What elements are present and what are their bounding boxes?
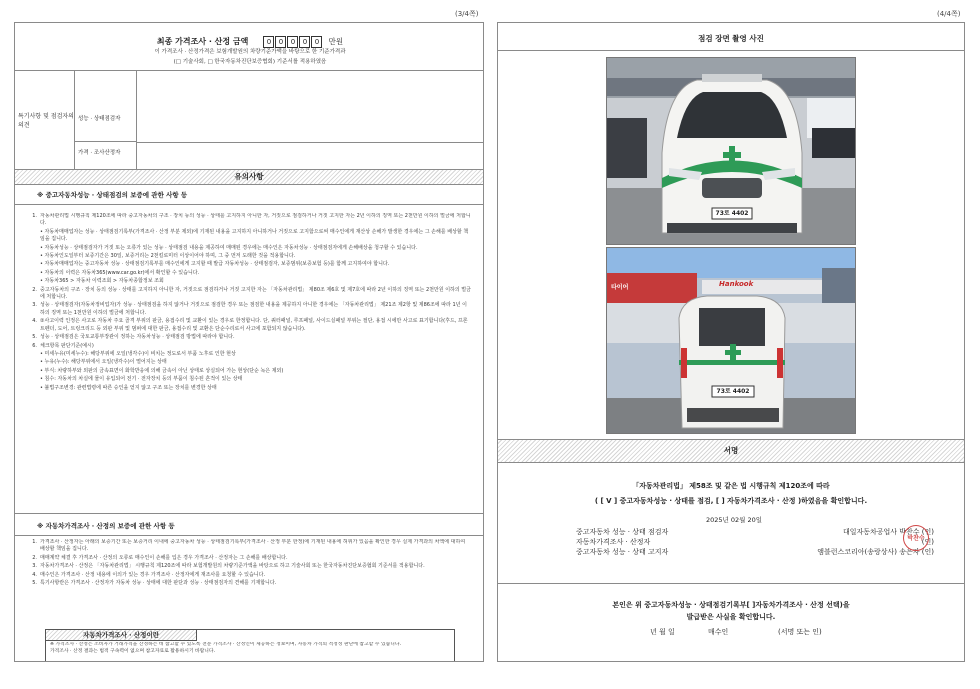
front-plate: 73로 4402 (715, 210, 749, 217)
appraisal-definition-text-1: ※ 가격조사 · 산정은 소비자가 거래가격을 산정하는 데 참고할 수 있도록 전문 가격조사 · 산정인이 제공하는 정보이며, 자동차 가격의 적정성 판단에 참고할 수 있습니다. (50, 642, 402, 647)
caution-item-text: • 부식: 차량하부와 외판의 금속표면이 화학반응에 의해 금속이 아닌 상태로 상실되어 가는 현상(단순 녹은 제외) (40, 367, 284, 374)
hankook-sign: Hankook (719, 280, 754, 288)
caution-list-2 (23, 539, 471, 631)
caution-item-number (23, 351, 40, 358)
appraisal-definition-title: 자동차가격조사 · 산정이란 (46, 630, 197, 641)
caution-item (23, 261, 471, 268)
caution-item-text: • 자동차매매업자는 중고자동차 성능 · 상태점검기록부를 매수인에게 고지할 때 발급 자동차성능 · 상태점검자, 보증범위(보증보험 등)를 함께 고지하여야 합니다. (40, 261, 390, 268)
price-note-2: (□ 기술사회, □ 한국자동차진단보증협회) 기준서를 적용하였음 (173, 59, 327, 65)
page-number: (3/4쪽) (455, 10, 479, 18)
receipt-date: 년 월 일 (650, 628, 675, 636)
caution-item-text: 성능 · 상태점검자(자동차정비업자)가 성능 · 상태점검을 하지 않거나 거짓으로 점검한 경우 또는 점검한 내용을 제공하지 아니한 경우에는 「자동차관리법」 제21조 제2항 및 제86조에 따라 1년 이하의 징역 또는 1천만원 이하의 벌금에 처합니다. (40, 302, 467, 316)
price-digit: 0 (263, 36, 274, 48)
signer-value: (인) (921, 538, 934, 546)
caution-item-number: 4. (32, 318, 37, 325)
caution-item (23, 287, 471, 302)
caution-item-text: 체크항목 판단기준(예시) (40, 342, 94, 349)
caution-item (23, 376, 471, 383)
appraisal-definition-box (45, 629, 455, 662)
signature-header (498, 440, 964, 462)
caution-item (23, 555, 471, 562)
buyer-sign: (서명 또는 인) (778, 628, 822, 636)
caution-item (23, 351, 471, 358)
appraisal-definition-text-2: 가격조사 · 산정 결과는 법적 구속력이 없으며 참고자료로 활용하시기 바랍니다. (50, 648, 216, 654)
price-digit: 0 (275, 36, 286, 48)
confirm-line: ( [ V ] 중고자동차성능 · 상태를 점검, [ ] 자동차가격조사 · 산정 )하였음을 확인합니다. (594, 497, 868, 505)
price-note-1: 이 가격조사 · 산정가격은 보험개발원의 차량기준가액을 바탕으로 한 기준가격과 (154, 49, 346, 55)
caution-item-number: 3. (32, 563, 37, 570)
caution-item (23, 385, 471, 392)
signer-label: 중고자동차 성능 · 상태 고지자 (576, 548, 669, 556)
caution-item-number (23, 368, 40, 375)
caution-item (23, 229, 471, 244)
price-digit: 0 (299, 36, 310, 48)
caution-item-text: ②사고이력 인정은 사고로 자동차 주요 골격 부위의 판금, 용접수리 및 교환이 있는 경우로 한정합니다. 단, 쿼터패널, 루프패널, 사이드실패널 부위는 절단, 용접 시에만 사고로 표기합니다(후드, 프론트펜더, 도어, 트렁크리드 등 외판 부위 및 범퍼에 대한 판금, 용접수리 및 교환은 단순수리로서 사고에 포함되지 않습니다). (40, 318, 468, 332)
caution-item-text: 중고자동차의 구조 · 장치 등의 성능 · 상태를 고지하지 아니한 자, 거짓으로 점검하거나 거짓 고지한 자는 「자동차관리법」 제80조 제6호 및 제7호에 따라 2년 이하의 징역 또는 2천만원 이하의 벌금에 처합니다. (40, 286, 471, 301)
caution-item-text: 매수인은 가격조사 · 산정 내용에 이의가 있는 경우 가격조사 · 산정자에게 재조사를 요청할 수 있습니다. (40, 571, 266, 578)
caution-item-number (23, 261, 40, 268)
signature-title: 서명 (723, 446, 739, 455)
caution-item-number: 6. (32, 342, 37, 349)
signer-value: 앰블런스코리아(송랑상사) 송은자 (인) (817, 548, 934, 556)
caution-item-text: • 불법구조변경: 관련법령에 따른 승인을 얻지 않고 구조 또는 장치를 변경한 상태 (40, 384, 217, 391)
caution-item (23, 359, 471, 366)
caution-item-number (23, 278, 40, 285)
seal-stamp: 박찬수 (903, 525, 929, 551)
caution-item-text: • 자동차성능 · 상태점검자가 거짓 또는 오류가 있는 성능 · 상태점검 내용을 제공하여 매매된 경우에는 매수인은 자동차성능 · 상태점검자에게 손해배상을 청구할 수 있습니다. (40, 244, 418, 251)
special-notes-label: 특기사항 및 점검자의 의견 (15, 70, 75, 169)
front-view-photo (606, 57, 856, 245)
caution-item-number: 5. (32, 580, 37, 587)
price-digit: 0 (311, 36, 322, 48)
caution-item-text: 성능 · 상태점검은 국토교통부장관이 정하는 자동차성능 · 상태점검 방법에 따라야 합니다. (40, 334, 235, 341)
caution-item-text: • 누유(누수): 해당부위에서 오일(냉각수)이 떨어지는 상태 (40, 359, 167, 366)
caution-item-number: 4. (32, 571, 37, 578)
caution-item-text: 자동차가격조사 · 산정은 「자동차관리법」 시행규칙 제120조에 따라 보험개발원의 차량기준가액을 바탕으로 하고 기술사회 또는 한국자동차진단보증협회 기준서를 적용합니다. (40, 563, 425, 570)
caution-item-text: 가격조사 · 산정자는 아래의 보증기간 또는 보증거리 이내에 중고자동차 성능 · 상태점검기록부(가격조사 · 산정 부분 한정)에 기재된 내용에 허위가 있음을 확인한 경우 실제 가격과의 차액에 대하여 배상할 책임을 집니다. (40, 539, 466, 553)
caution-item-number: 2. (32, 286, 37, 293)
section1-title: ※ 중고자동차성능 · 상태점검의 보증에 관한 사항 등 (37, 191, 188, 199)
caution-item (23, 572, 471, 579)
caution-item-number: 1. (32, 213, 37, 219)
signer-label: 중고자동차 성능 · 상태 점검자 (576, 528, 669, 536)
caution-item-number: 2. (32, 554, 37, 561)
caution-item-number (23, 376, 40, 383)
caution-item (23, 302, 471, 317)
caution-item-text: • 침수: 자동차의 차실에 물이 유입되어 전기 · 전자장치 등의 부품이 침수된 흔적이 있는 상태 (40, 376, 243, 383)
caution-item-text: 자동차관리법 시행규칙 제120조에 따라 중고자동차의 구조 · 장치 등의 성능 · 상태를 고지하지 아니한 자, 거짓으로 점검하거나 거짓 고지한 자는 2년 이하의 징역 또는 2천만원 이하의 벌금에 처합니다. (40, 213, 471, 227)
section2-title: ※ 자동차가격조사 · 산정의 보증에 관한 사항 등 (37, 522, 175, 530)
caution-item-text: • 자동차의 이력은 자동차365(www.car.go.kr)에서 확인할 수 있습니다. (40, 269, 200, 276)
caution-item-text: • 자동차365 > 자동차 이력조회 > 자동차종합정보 조회 (40, 278, 164, 285)
rear-plate: 73로 4402 (716, 388, 750, 395)
inspector-row-label: 성능 · 상태점검자 (75, 70, 137, 142)
final-price-digits (263, 29, 328, 48)
buyer-label: 매수인 (708, 628, 729, 636)
signature-date: 2025년 02월 20일 (706, 516, 763, 524)
caution-item (23, 580, 471, 587)
caution-item-number (23, 253, 40, 260)
final-price-section (15, 23, 483, 71)
caution-item (23, 343, 471, 350)
price-digit: 0 (287, 36, 298, 48)
caution-item (23, 213, 471, 228)
caution-item-text: • 자동차인도일부터 보증기간은 30일, 보증거리는 2천킬로미터 이상이어야 하며, 그 중 먼저 도래한 것을 적용합니다. (40, 253, 296, 260)
law-line: 「자동차관리법」 제58조 및 같은 법 시행규칙 제120조에 따라 (632, 482, 830, 490)
caution-item-number: 5. (32, 334, 37, 341)
caution-item (23, 334, 471, 341)
signature-labels (576, 527, 668, 557)
signer-label: 자동차가격조사 · 산정자 (576, 538, 651, 546)
price-unit: 만원 (328, 37, 344, 46)
caution-item (23, 253, 471, 260)
caution-item-number (23, 385, 40, 392)
caution-item-text: • 미세누유(미세누수): 해당부위에 오일(냉각수)이 비치는 정도로서 부품 노후로 인한 현상 (40, 350, 236, 357)
caution-item-number (23, 229, 40, 244)
inspection-page-3 (14, 22, 484, 662)
caution-item-text: • 자동차매매업자는 성능 · 상태점검기록부(가격조사 · 산정 부분 제외)에 기재된 내용을 고지하지 아니하거나 거짓으로 고지함으로써 매수인에게 재산상 손해가 발생한 경우에는 그 손해를 배상할 책임을 집니다. (40, 228, 469, 243)
appraiser-row-label: 가격 · 조사산정자 (75, 142, 137, 169)
caution-title: 유의사항 (234, 172, 264, 181)
caution-item-number (23, 270, 40, 277)
receipt-line-2: 발급받은 사실을 확인합니다. (686, 613, 776, 621)
final-price-label: 최종 가격조사 · 산정 금액 (156, 37, 249, 46)
caution-item-number (23, 245, 40, 252)
caution-item (23, 278, 471, 285)
caution-item-number: 1. (32, 539, 37, 545)
caution-item (23, 270, 471, 277)
caution-item-number (23, 359, 40, 366)
page-number: (4/4쪽) (937, 10, 961, 18)
caution-item (23, 368, 471, 375)
signer-value: 대일자동차공업사 박찬수 (인) (842, 528, 934, 536)
caution-item (23, 563, 471, 570)
caution-list-1 (23, 213, 471, 513)
caution-item-number: 3. (32, 302, 37, 309)
caution-item-text: 매매계약 체결 후 가격조사 · 산정의 오류로 매수인이 손해를 입은 경우 가격조사 · 산정자는 그 손해를 배상합니다. (40, 554, 288, 561)
receipt-line-1: 본인은 위 중고자동차성능 · 상태점검기록부[ ]자동차가격조사 · 산정 선택)을 (612, 601, 850, 609)
rear-view-photo (606, 247, 856, 434)
caution-header (15, 170, 483, 184)
caution-item-text: 특기사항란은 가격조사 · 산정자가 자동차 성능 · 상태에 대한 판단과 성능 · 상태점검자의 견해를 기재합니다. (40, 580, 277, 587)
special-notes-section (15, 70, 483, 169)
photo-section-title: 점검 장면 촬영 사진 (698, 34, 764, 43)
caution-item (23, 245, 471, 252)
inspection-page-4 (497, 22, 965, 662)
caution-item (23, 318, 471, 333)
caution-item (23, 539, 471, 554)
store-sign: 타이어 (611, 284, 629, 291)
